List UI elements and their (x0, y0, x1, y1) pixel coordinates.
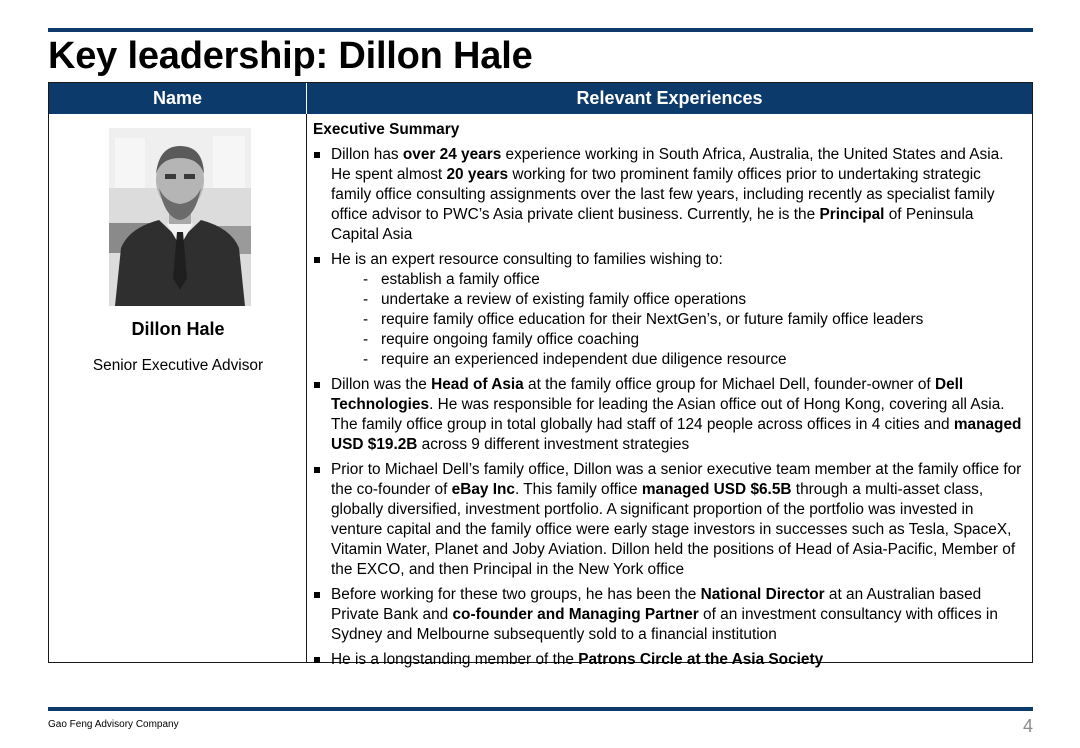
square-bullet-icon (314, 257, 320, 263)
bullet-text: Prior to Michael Dell’s family office, Dillon was a senior executive team member at the family office for the co-founder of (331, 461, 1022, 498)
bullet-bold-text: managed USD $6.5B (641, 481, 792, 498)
bullet-bold-text: 20 years (446, 166, 509, 183)
bullet-text: Dillon was the (331, 376, 432, 393)
dash-bullet-icon: - (363, 271, 369, 288)
sub-list-text: require ongoing family office coaching (381, 331, 640, 348)
bullet-text: across 9 different investment strategies (417, 436, 690, 453)
bullet-bold-text: co-founder and Managing Partner (452, 606, 699, 623)
bullet-item (313, 650, 1022, 670)
portrait-illustration (109, 128, 251, 306)
bullet-text: at an Australian based Private Bank and (331, 586, 982, 623)
portrait-photo (109, 128, 251, 306)
page-title: Key leadership: Dillon Hale (48, 35, 533, 77)
experience-cell (307, 114, 1032, 668)
bullet-text: of an investment consultancy with offices in Sydney and Melbourne subsequently sold to a financial institution (331, 606, 998, 643)
name-cell (49, 114, 307, 662)
dash-bullet-icon: - (363, 331, 369, 348)
summary-heading: Executive Summary (313, 121, 460, 138)
bullet-text: He is a longstanding member of the (331, 651, 579, 668)
square-bullet-icon (314, 467, 320, 473)
page-number: 4 (1022, 716, 1033, 736)
bullet-text: at the family office group for Michael Dell, founder-owner of (523, 376, 935, 393)
bullet-text: . This family office (514, 481, 642, 498)
bottom-rule (48, 707, 1033, 711)
sub-list-item (331, 330, 1022, 350)
square-bullet-icon (314, 657, 320, 663)
square-bullet-icon (314, 382, 320, 388)
person-role: Senior Executive Advisor (92, 357, 264, 374)
sub-list-text: undertake a review of existing family office operations (381, 291, 747, 308)
sub-list-text: require family office education for their NextGen’s, or future family office leaders (381, 311, 924, 328)
bullet-text: He is an expert resource consulting to families wishing to: (331, 251, 723, 268)
bullet-bold-text: Principal (819, 206, 885, 223)
bullet-bold-text: National Director (700, 586, 825, 603)
dash-bullet-icon: - (363, 311, 369, 328)
sub-list-text: require an experienced independent due diligence resource (381, 351, 787, 368)
sub-list-item (331, 350, 1022, 370)
leadership-table (48, 82, 1033, 668)
bullet-text: Before working for these two groups, he has been the (331, 586, 701, 603)
bullet-item (313, 375, 1022, 455)
bullet-item (313, 145, 1022, 245)
sub-list-item (331, 310, 1022, 330)
bullet-text: experience working in South Africa, Australia, the United States and Asia. He spent almost (331, 146, 1004, 183)
bullet-text: of Peninsula Capital Asia (331, 206, 974, 243)
square-bullet-icon (314, 592, 320, 598)
bullet-text: working for two prominent family offices prior to undertaking strategic family office consulting assignments over the last few years, including recently as specialist family office advisor to PWC’s Asia private client business. Currently, he is the (331, 166, 995, 223)
bullet-bold-text: over 24 years (402, 146, 502, 163)
bullet-bold-text: Head of Asia (431, 376, 524, 393)
bullet-text: . He was responsible for leading the Asian office out of Hong Kong, covering all Asia. The family office group in total globally had staff of 124 people across offices in 4 cities and (331, 396, 1005, 433)
sub-list-item (331, 290, 1022, 310)
footer-company: Gao Feng Advisory Company (48, 719, 179, 730)
bullet-bold-text: Dell Technologies (331, 376, 964, 413)
top-rule (48, 28, 1033, 32)
header-experience: Relevant Experiences (576, 88, 763, 108)
bullet-text: Dillon has (331, 146, 403, 163)
bullet-item (313, 460, 1022, 580)
header-name: Name (49, 83, 307, 114)
bullet-bold-text: Patrons Circle at the Asia Society (578, 651, 824, 668)
person-name: Dillon Hale (131, 319, 225, 339)
dash-bullet-icon: - (363, 351, 369, 368)
square-bullet-icon (314, 152, 320, 158)
bullet-text: through a multi-asset class, globally diversified, investment portfolio. A significant proportion of the portfolio was invested in venture capital and the family office were early stage investors in successes such as Tesla, SpaceX, Vitamin Water, Planet and Joby Aviation. Dillon held the positions of Head of Asia-Pacific, Member of the EXCO, and then Principal in the New York office (331, 481, 1016, 578)
bullet-bold-text: managed USD $19.2B (331, 416, 1022, 453)
sub-list-text: establish a family office (381, 271, 540, 288)
bullet-item (313, 585, 1022, 645)
dash-bullet-icon: - (363, 291, 369, 308)
table-row (49, 114, 1032, 668)
table-header (49, 83, 1032, 114)
sub-list-item (331, 270, 1022, 290)
bullet-bold-text: eBay Inc (451, 481, 515, 498)
bullet-item (313, 250, 1022, 370)
